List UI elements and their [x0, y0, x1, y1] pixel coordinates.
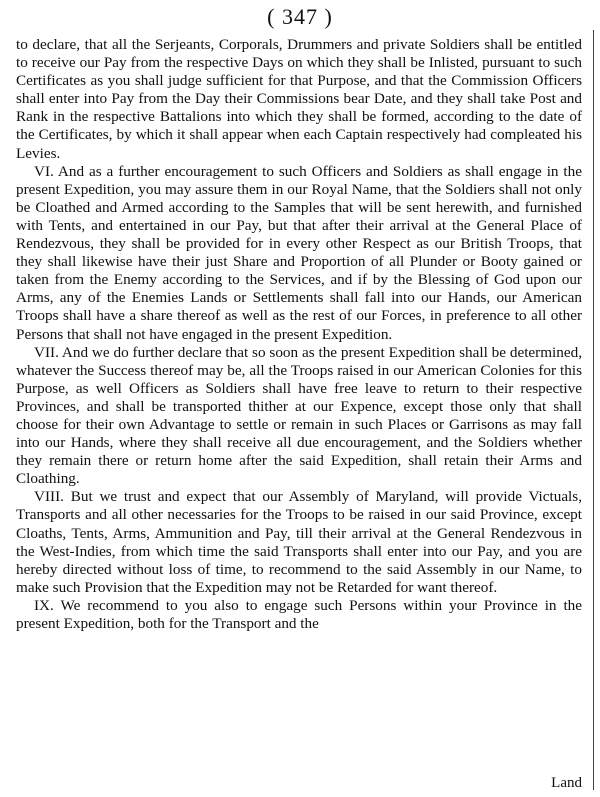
paragraph-vi: VI. And as a further encouragement to such Officers and Soldiers as shall engage in the present Expedition, you may assure them in our Royal Name, that the Soldiers shall not only be Cloathed and Armed according to the Samples that will be sent herewith, and furnished with Tents, and entertained in our Pay, but that after their arrival at the General Place of Rendezvous, they shall be provided for in every other Respect as our British Troops, that they shall likewise have their just Share and Proportion of all Plunder or Booty gained or taken from the Enemy according to the Services, and if by the Blessing of God upon our Arms, any of the Enemies Lands or Settlements shall fall into our Hands, our American Troops shall have a share thereof as well as the rest of our Forces, in preference to all other Persons that shall not have engaged in the present Expedition. [16, 162, 582, 343]
catchword: Land [551, 775, 582, 791]
paragraph-continuation: to declare, that all the Serjeants, Corporals, Drummers and private Soldiers shall be entitled to receive our Pay from the respective Days on which they shall be Inlisted, pursuant to such Certificates as you shall judge sufficient for that Purpose, and that the Commission Officers shall enter into Pay from the Day their Commissions bear Date, and they shall take Post and Rank in the respective Battalions into which they shall be formed, according to the date of the Certificates, by which it shall appear when each Captain respectively had compleated his Levies. [16, 36, 582, 162]
document-body [16, 36, 582, 633]
paragraph-ix: IX. We recommend to you also to engage such Persons within your Province in the present Expedition, both for the Transport and the [16, 596, 582, 632]
paragraph-viii: VIII. But we trust and expect that our Assembly of Maryland, will provide Victuals, Transports and all other necessaries for the Troops to be raised in our said Province, except Cloaths, Tents, Arms, Ammunition and Pay, till their arrival at the General Rendezvous in the West-Indies, from which time the said Transports shall enter into our Pay, and you are hereby directed without loss of time, to recommend to the said Assembly in our Name, to make such Provision that the Expedition may not be Retarded for want thereof. [16, 488, 582, 596]
page-number: ( 347 ) [267, 4, 333, 29]
paragraph-vii: VII. And we do further declare that so soon as the present Expedition shall be determined, whatever the Success thereof may be, all the Troops raised in our American Colonies for this Purpose, as well Officers as Soldiers shall have free leave to return to their respective Provinces, and shall be transported thither at our Expence, except those only that shall choose for their own Advantage to settle or remain in such Places or Garrisons as may fall into our Hands, where they shall receive all due encouragement, and the Soldiers whether they remain there or return home after the said Expedition, shall retain their Arms and Cloathing. [16, 343, 582, 488]
page-border [593, 30, 594, 790]
